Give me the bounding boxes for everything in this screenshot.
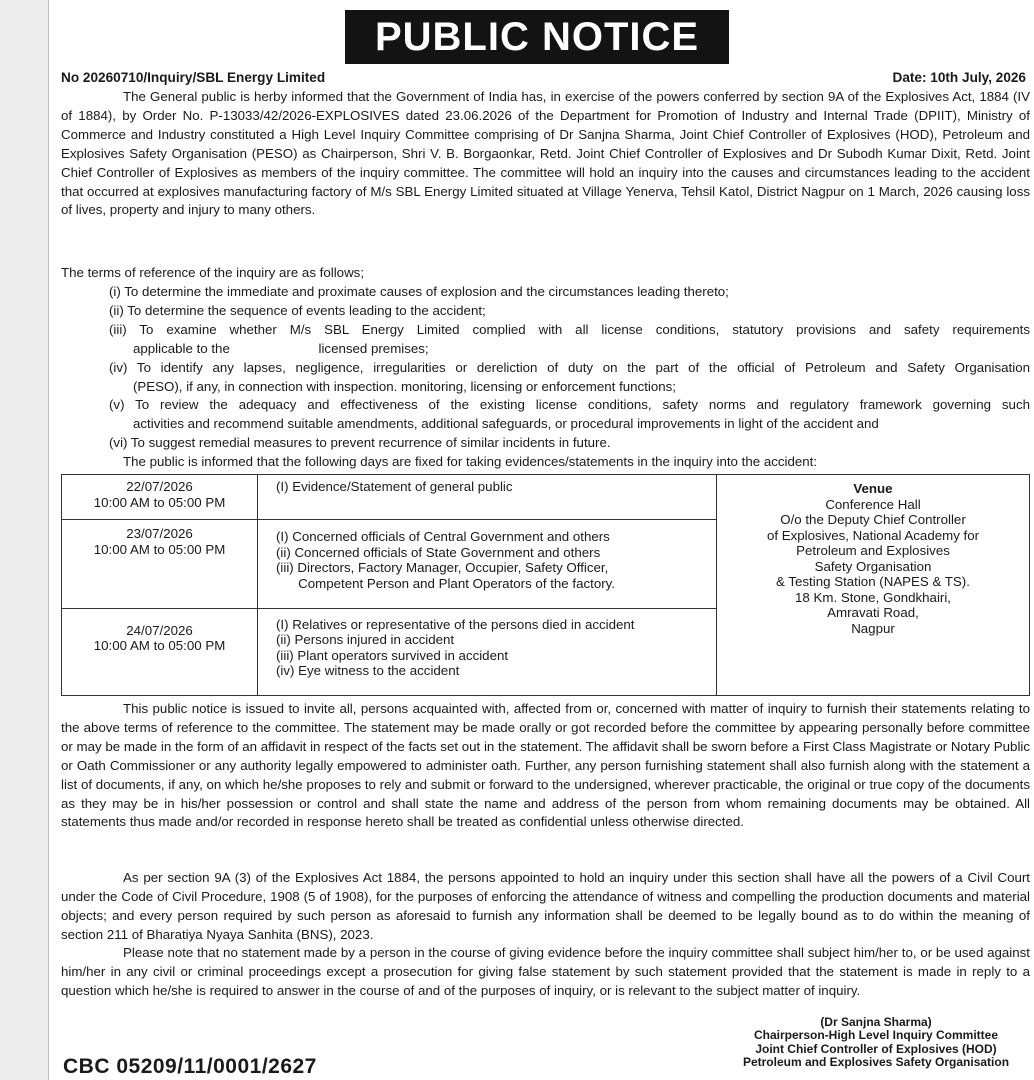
term-item bbox=[109, 434, 1030, 453]
schedule-item: (I) Concerned officials of Central Government and others bbox=[276, 529, 610, 545]
signatory-designation: Joint Chief Controller of Explosives (HOD) bbox=[755, 1041, 997, 1056]
term-continuation: applicable to the licensed premises; bbox=[133, 340, 429, 356]
term-item bbox=[109, 396, 1030, 434]
schedule-time: 10:00 AM to 05:00 PM bbox=[93, 494, 226, 510]
schedule-item: (iii) Directors, Factory Manager, Occupier, Safety Officer, bbox=[276, 560, 609, 576]
note-paragraph: Please note that no statement made by a person in the course of giving evidence before the inquiry committee shall subject him/her to, or be used against him/her in any civil or criminal proceedings except a prosecution for giving false statement by such statement provided that the statement is made in reply to a question which he/she is required to answer in the course of and of the purposes of inquiry, or is relevant to the subject matter of inquiry. bbox=[61, 945, 1030, 998]
signatory-title: Chairperson-High Level Inquiry Committee bbox=[753, 1028, 999, 1043]
term-item bbox=[109, 283, 1030, 302]
terms-heading: The terms of reference of the inquiry are as follows; bbox=[61, 265, 365, 280]
venue-title: Venue bbox=[853, 481, 893, 496]
public-notice bbox=[59, 0, 1034, 1080]
term-continuation: (PESO), if any, in connection with inspection. monitoring, licensing or enforcement functions; bbox=[133, 378, 676, 394]
term-item bbox=[109, 302, 1030, 321]
schedule-item: (I) Relatives or representative of the persons died in accident bbox=[276, 616, 635, 632]
signatory-name: (Dr Sanjna Sharma) bbox=[820, 1015, 932, 1029]
signature-block bbox=[726, 1016, 1026, 1070]
venue-line: O/o the Deputy Chief Controller bbox=[780, 512, 966, 527]
reference-line bbox=[61, 68, 1026, 86]
schedule-item: (I) Evidence/Statement of general public bbox=[276, 479, 513, 494]
schedule-intro: The public is informed that the following days are fixed for taking evidences/statements in the inquiry into the accident: bbox=[123, 454, 818, 469]
schedule-date: 24/07/2026 bbox=[126, 622, 193, 638]
schedule-date: 23/07/2026 bbox=[126, 526, 193, 542]
terms-of-reference-list bbox=[109, 283, 1030, 453]
venue-line: Conference Hall bbox=[825, 496, 921, 512]
schedule-date-cell bbox=[62, 608, 258, 695]
signatory-organisation: Petroleum and Explosives Safety Organisation bbox=[742, 1055, 1010, 1070]
intro-paragraph: The General public is herby informed that the Government of India has, in exercise of the powers conferred by section 9A of the Explosives Act, 1884 (IV of 1884), by Order No. P-13033/42/2026-EXPLOSIVES dated 23.06.2026 of the Department for Promotion of Industry and Internal Trade (DPIIT), Ministry of Commerce and Industry constituted a High Level Inquiry Committee comprising of Dr Sanjna Sharma, Joint Chief Controller of Explosives (HOD), Petroleum and Explosives Safety Organisation (PESO) as Chairperson, Shri V. B. Borgaonkar, Retd. Joint Chief Controller of Explosives and Dr Subodh Kumar Dixit, Retd. Joint Chief Controller of Explosives as members of the inquiry committee. The committee will hold an inquiry into the causes and circumstances leading to the accident that occurred at explosives manufacturing factory of M/s SBL Energy Limited situated at Village Yenerva, Tehsil Katol, District Nagpur on 1 March, 2026 causing loss of lives, property and injury to many others. bbox=[61, 89, 1030, 218]
powers-paragraph: As per section 9A (3) of the Explosives Act 1884, the persons appointed to hold an inquiry under this section shall have all the powers of a Civil Court under the Code of Civil Procedure, 1908 (5 of 1908), for the purposes of enforcing the attendance of witness and compelling the production documents and material objects; and every person required by such person as aforesaid to furnish any information shall be deemed to be legally bound as to do within the meaning of section 211 of Bharatiya Nyaya Sanhita (BNS), 2023. bbox=[61, 870, 1030, 942]
term-text: (ii) To determine the sequence of events leading to the accident; bbox=[109, 302, 486, 318]
invite-paragraph: This public notice is issued to invite all, persons acquainted with, affected from or, concerned with matter of inquiry to furnish their statements relating to the above terms of reference to the committee. The statement may be made orally or got recorded before the committee by appearing personally before committee or may be made in the form of an affidavit in respect of the facts set out in the statement. The affidavit shall be sworn before a First Class Magistrate or Notary Public or Oath Commissioner or any authority legally empowered to administer oath. Further, any person furnishing statement shall also furnish along with the statement a list of documents, if any, on which he/she proposes to rely and submit or forward to the undersigned, wherever practicable, the original or true copy of the documents as they may be in his/her possession or control and shall state the name and address of the person from whom remaining documents may be obtained. All statements thus made and/or recorded in response hereto shall be treated as confidential unless otherwise directed. bbox=[61, 701, 1030, 830]
venue-line: & Testing Station (NAPES & TS). bbox=[776, 574, 970, 589]
venue-line: of Explosives, National Academy for bbox=[766, 527, 980, 543]
schedule-table bbox=[61, 474, 1030, 696]
venue-line: Nagpur bbox=[851, 620, 895, 636]
schedule-items-cell bbox=[258, 475, 717, 520]
term-text: (v) To review the adequacy and effectiveness of the existing license conditions, safety norms and regulatory framework governing such bbox=[109, 397, 1030, 413]
left-page-margin bbox=[0, 0, 49, 1080]
term-text: (iii) To examine whether M/s SBL Energy Limited complied with all license conditions, statutory provisions and safety requirements bbox=[109, 321, 1030, 337]
schedule-item: (iii) Plant operators survived in accident bbox=[276, 647, 509, 663]
schedule-item: Competent Person and Plant Operators of the factory. bbox=[276, 575, 615, 591]
schedule-item: (ii) Concerned officials of State Government and others bbox=[276, 544, 601, 560]
term-item bbox=[109, 321, 1030, 359]
schedule-time: 10:00 AM to 05:00 PM bbox=[93, 541, 226, 557]
term-continuation: activities and recommend suitable amendments, additional safeguards, or procedural improvements in light of the accident and bbox=[133, 416, 879, 432]
table-row bbox=[62, 475, 1030, 520]
venue-line: Amravati Road, bbox=[827, 605, 919, 620]
notice-date: Date: 10th July, 2026 bbox=[892, 69, 1026, 85]
schedule-date-cell bbox=[62, 520, 258, 608]
venue-line: 18 Km. Stone, Gondkhairi, bbox=[795, 589, 951, 605]
term-text: (iv) To identify any lapses, negligence, irregularities or dereliction of duty on the part of the official of Petroleum and Safety Organisation bbox=[109, 359, 1030, 375]
term-text: (i) To determine the immediate and proximate causes of explosion and the circumstances leading thereto; bbox=[109, 284, 729, 299]
venue-line: Safety Organisation bbox=[814, 558, 932, 574]
schedule-item: (ii) Persons injured in accident bbox=[276, 632, 455, 648]
term-item bbox=[109, 359, 1030, 397]
schedule-items-cell bbox=[258, 608, 717, 695]
term-text: (vi) To suggest remedial measures to prevent recurrence of similar incidents in future. bbox=[109, 435, 611, 451]
schedule-date-cell bbox=[62, 475, 258, 520]
schedule-date: 22/07/2026 bbox=[126, 479, 193, 494]
venue-cell bbox=[717, 475, 1030, 696]
schedule-items-cell bbox=[258, 520, 717, 608]
reference-number: No 20260710/Inquiry/SBL Energy Limited bbox=[61, 69, 326, 85]
schedule-time: 10:00 AM to 05:00 PM bbox=[93, 638, 226, 654]
notice-title: PUBLIC NOTICE bbox=[345, 10, 729, 64]
schedule-item: (iv) Eye witness to the accident bbox=[276, 663, 460, 679]
cbc-code: CBC 05209/11/0001/2627 bbox=[63, 1055, 317, 1078]
venue-line: Petroleum and Explosives bbox=[796, 543, 950, 558]
